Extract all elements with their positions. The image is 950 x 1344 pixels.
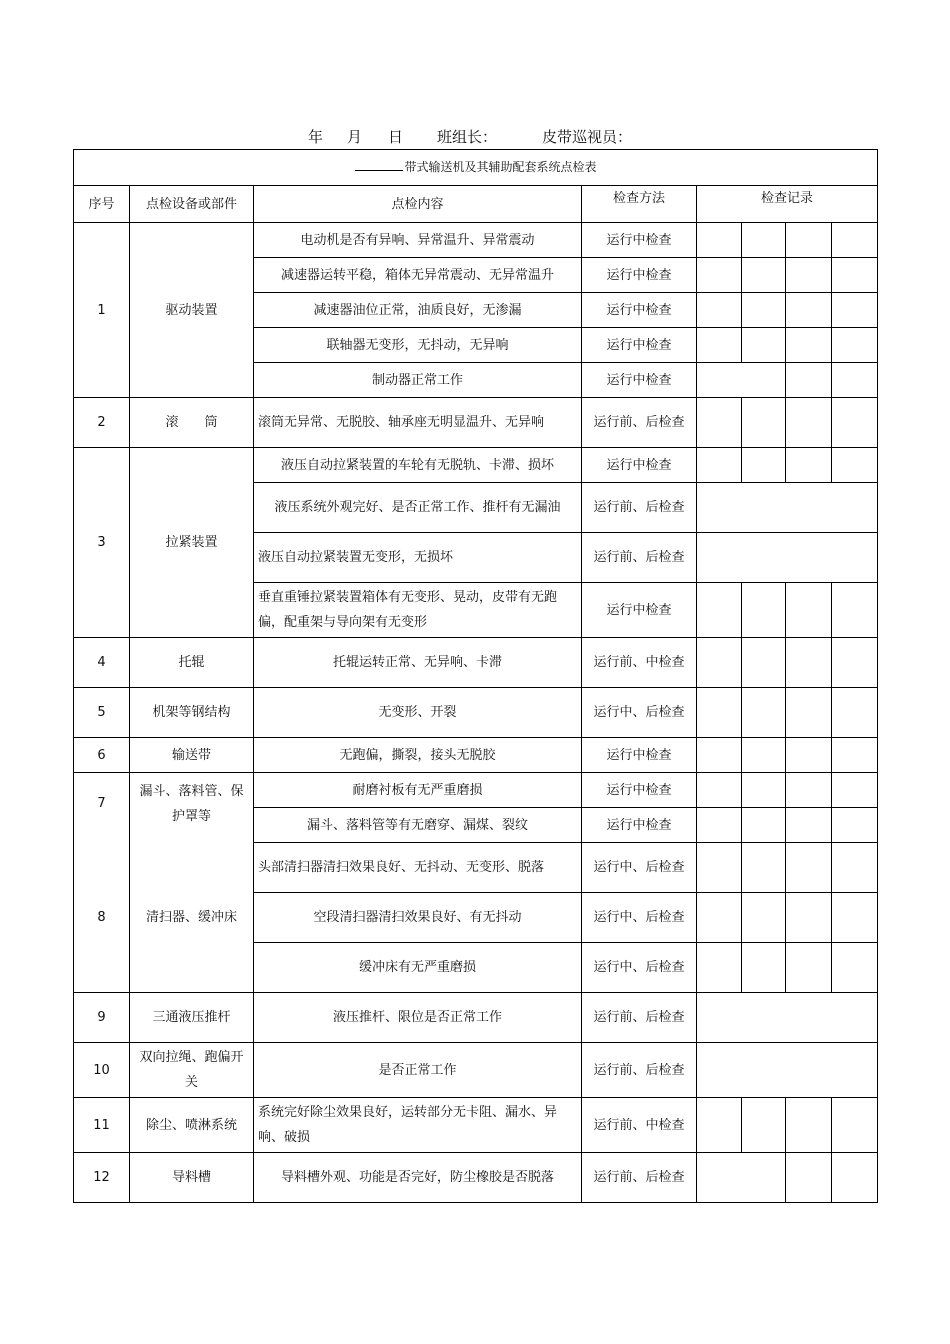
- record-cell[interactable]: [697, 448, 742, 483]
- record-cell[interactable]: [832, 328, 878, 363]
- check-content: 垂直重锤拉紧装置箱体有无变形、晃动，皮带有无跑偏，配重架与导向架有无变形: [254, 583, 582, 638]
- equipment-name: 滚 筒: [130, 398, 254, 448]
- check-method: 运行中检查: [582, 448, 697, 483]
- record-cell[interactable]: [786, 293, 832, 328]
- table-row: [74, 1098, 878, 1153]
- table-row: [74, 993, 878, 1043]
- record-cell[interactable]: [697, 773, 742, 808]
- record-cell[interactable]: [742, 448, 786, 483]
- record-cell[interactable]: [697, 738, 742, 773]
- record-cell[interactable]: [786, 328, 832, 363]
- check-method: 运行中检查: [582, 583, 697, 638]
- equipment-name: 驱动装置: [130, 223, 254, 398]
- record-cell[interactable]: [697, 258, 742, 293]
- check-method: 运行中检查: [582, 328, 697, 363]
- check-method: 运行中、后检查: [582, 843, 697, 893]
- row-number: 1: [74, 223, 130, 398]
- record-cell[interactable]: [786, 843, 832, 893]
- check-method: 运行前、后检查: [582, 993, 697, 1043]
- row-number: 12: [74, 1153, 130, 1203]
- record-cell[interactable]: [832, 398, 878, 448]
- record-cell[interactable]: [786, 773, 832, 808]
- equipment-name: 机架等钢结构: [130, 688, 254, 738]
- table-row: [74, 1043, 878, 1098]
- check-method: 运行中检查: [582, 363, 697, 398]
- row-number: 9: [74, 993, 130, 1043]
- equipment-name: 双向拉绳、跑偏开关: [130, 1043, 254, 1098]
- record-cell[interactable]: [742, 638, 786, 688]
- record-cell[interactable]: [832, 738, 878, 773]
- check-content: 托辊运转正常、无异响、卡滞: [254, 638, 582, 688]
- record-cell[interactable]: [697, 1098, 742, 1153]
- record-cell[interactable]: [697, 993, 878, 1043]
- form-header: [0, 126, 950, 150]
- record-cell[interactable]: [786, 363, 832, 398]
- record-cell[interactable]: [697, 893, 742, 943]
- record-cell[interactable]: [742, 738, 786, 773]
- record-cell[interactable]: [697, 533, 878, 583]
- check-content: 无跑偏，撕裂，接头无脱胶: [254, 738, 582, 773]
- table-row: [74, 688, 878, 738]
- row-number: 10: [74, 1043, 130, 1098]
- month-label: 月: [347, 128, 363, 146]
- table-row: [74, 398, 878, 448]
- table-row: [74, 638, 878, 688]
- check-content: 空段清扫器清扫效果良好、有无抖动: [254, 893, 582, 943]
- record-cell[interactable]: [786, 688, 832, 738]
- check-method: 运行前、后检查: [582, 1043, 697, 1098]
- record-cell[interactable]: [697, 688, 742, 738]
- table-row: [74, 738, 878, 773]
- col-header-no: 序号: [74, 186, 130, 223]
- record-cell[interactable]: [742, 893, 786, 943]
- equipment-name: 三通液压推杆: [130, 993, 254, 1043]
- record-cell[interactable]: [832, 893, 878, 943]
- check-method: 运行前、后检查: [582, 533, 697, 583]
- record-cell[interactable]: [832, 843, 878, 893]
- record-cell[interactable]: [832, 638, 878, 688]
- record-cell[interactable]: [786, 808, 832, 843]
- check-content: 漏斗、落料管等有无磨穿、漏煤、裂纹: [254, 808, 582, 843]
- table-row: [74, 448, 878, 483]
- check-content: 系统完好除尘效果良好，运转部分无卡阻、漏水、异响、破损: [254, 1098, 582, 1153]
- col-header-method: 检查方法: [582, 186, 697, 223]
- record-cell[interactable]: [786, 258, 832, 293]
- equipment-name: 输送带: [130, 738, 254, 773]
- record-cell[interactable]: [786, 1098, 832, 1153]
- check-content: 联轴器无变形，无抖动，无异响: [254, 328, 582, 363]
- check-method: 运行前、中检查: [582, 1098, 697, 1153]
- record-cell[interactable]: [742, 943, 786, 993]
- check-method: 运行中检查: [582, 773, 697, 808]
- check-content: 耐磨衬板有无严重磨损: [254, 773, 582, 808]
- row-number: 8: [74, 843, 130, 993]
- row-number: 11: [74, 1098, 130, 1153]
- check-content: 制动器正常工作: [254, 363, 582, 398]
- record-cell[interactable]: [742, 1098, 786, 1153]
- check-content: 滚筒无异常、无脱胶、轴承座无明显温升、无异响: [254, 398, 582, 448]
- row-number: 7: [74, 773, 130, 843]
- check-method: 运行中检查: [582, 808, 697, 843]
- row-number: 2: [74, 398, 130, 448]
- record-cell[interactable]: [697, 223, 742, 258]
- record-cell[interactable]: [697, 843, 742, 893]
- check-content: 减速器运转平稳，箱体无异常震动、无异常温升: [254, 258, 582, 293]
- check-content: 液压推杆、限位是否正常工作: [254, 993, 582, 1043]
- record-cell[interactable]: [742, 773, 786, 808]
- team-leader-label: 班组长：: [437, 128, 498, 146]
- record-cell[interactable]: [742, 808, 786, 843]
- col-header-content: 点检内容: [254, 186, 582, 223]
- check-method: 运行中检查: [582, 258, 697, 293]
- record-cell[interactable]: [697, 943, 742, 993]
- record-cell[interactable]: [742, 398, 786, 448]
- check-method: 运行前、后检查: [582, 483, 697, 533]
- inspection-table: [73, 149, 878, 1203]
- check-content: 导料槽外观、功能是否完好，防尘橡胶是否脱落: [254, 1153, 582, 1203]
- row-number: 6: [74, 738, 130, 773]
- record-cell[interactable]: [786, 738, 832, 773]
- check-content: 减速器油位正常，油质良好，无渗漏: [254, 293, 582, 328]
- record-cell[interactable]: [786, 893, 832, 943]
- check-content: 液压自动拉紧装置的车轮有无脱轨、卡滞、损坏: [254, 448, 582, 483]
- record-cell[interactable]: [697, 638, 742, 688]
- check-method: 运行前、后检查: [582, 1153, 697, 1203]
- record-cell[interactable]: [832, 293, 878, 328]
- table-row: [74, 773, 878, 808]
- record-cell[interactable]: [697, 328, 742, 363]
- day-label: 日: [388, 128, 404, 146]
- record-cell[interactable]: [786, 943, 832, 993]
- equipment-name: 漏斗、落料管、保护罩等: [130, 773, 254, 843]
- check-content: 是否正常工作: [254, 1043, 582, 1098]
- check-content: 液压系统外观完好、是否正常工作、推杆有无漏油: [254, 483, 582, 533]
- record-cell[interactable]: [832, 583, 878, 638]
- record-cell[interactable]: [742, 843, 786, 893]
- record-cell[interactable]: [742, 258, 786, 293]
- check-method: 运行中、后检查: [582, 943, 697, 993]
- check-content: 无变形、开裂: [254, 688, 582, 738]
- row-number: 5: [74, 688, 130, 738]
- check-method: 运行中检查: [582, 738, 697, 773]
- record-cell[interactable]: [832, 1098, 878, 1153]
- record-cell[interactable]: [832, 448, 878, 483]
- equipment-name: 清扫器、缓冲床: [130, 843, 254, 993]
- table-title-cell: [74, 150, 878, 186]
- year-label: 年: [308, 128, 324, 146]
- record-cell[interactable]: [786, 398, 832, 448]
- record-cell[interactable]: [742, 328, 786, 363]
- record-cell[interactable]: [832, 808, 878, 843]
- check-method: 运行中检查: [582, 293, 697, 328]
- table-row: [74, 223, 878, 258]
- row-number: 3: [74, 448, 130, 638]
- record-cell[interactable]: [697, 363, 786, 398]
- record-cell[interactable]: [832, 773, 878, 808]
- col-header-record: 检查记录: [697, 186, 878, 223]
- record-cell[interactable]: [697, 293, 742, 328]
- record-cell[interactable]: [697, 398, 742, 448]
- record-cell[interactable]: [832, 258, 878, 293]
- table-title: 带式输送机及其辅助配套系统点检表: [404, 160, 597, 174]
- check-content: 头部清扫器清扫效果良好、无抖动、无变形、脱落: [254, 843, 582, 893]
- check-method: 运行前、中检查: [582, 638, 697, 688]
- record-cell[interactable]: [697, 583, 742, 638]
- check-method: 运行中检查: [582, 223, 697, 258]
- record-cell[interactable]: [697, 808, 742, 843]
- record-cell[interactable]: [832, 943, 878, 993]
- check-method: 运行中、后检查: [582, 893, 697, 943]
- table-row: [74, 843, 878, 893]
- record-cell[interactable]: [742, 688, 786, 738]
- record-cell[interactable]: [786, 448, 832, 483]
- record-cell[interactable]: [786, 223, 832, 258]
- record-cell[interactable]: [832, 223, 878, 258]
- col-header-equipment: 点检设备或部件: [130, 186, 254, 223]
- table-row: [74, 1153, 878, 1203]
- record-cell[interactable]: [697, 1043, 878, 1098]
- record-cell[interactable]: [697, 1153, 786, 1203]
- record-cell[interactable]: [832, 688, 878, 738]
- record-cell[interactable]: [786, 583, 832, 638]
- record-cell[interactable]: [742, 583, 786, 638]
- equipment-name: 拉紧装置: [130, 448, 254, 638]
- record-cell[interactable]: [832, 363, 878, 398]
- record-cell[interactable]: [786, 1153, 832, 1203]
- record-cell[interactable]: [697, 483, 878, 533]
- check-content: 电动机是否有异响、异常温升、异常震动: [254, 223, 582, 258]
- title-blank-field[interactable]: [355, 158, 403, 171]
- record-cell[interactable]: [786, 638, 832, 688]
- check-content: 缓冲床有无严重磨损: [254, 943, 582, 993]
- equipment-name: 导料槽: [130, 1153, 254, 1203]
- check-method: 运行前、后检查: [582, 398, 697, 448]
- equipment-name: 除尘、喷淋系统: [130, 1098, 254, 1153]
- inspector-label: 皮带巡视员：: [542, 128, 633, 146]
- equipment-name: 托辊: [130, 638, 254, 688]
- record-cell[interactable]: [742, 223, 786, 258]
- row-number: 4: [74, 638, 130, 688]
- check-method: 运行中、后检查: [582, 688, 697, 738]
- check-content: 液压自动拉紧装置无变形，无损坏: [254, 533, 582, 583]
- record-cell[interactable]: [832, 1153, 878, 1203]
- record-cell[interactable]: [742, 293, 786, 328]
